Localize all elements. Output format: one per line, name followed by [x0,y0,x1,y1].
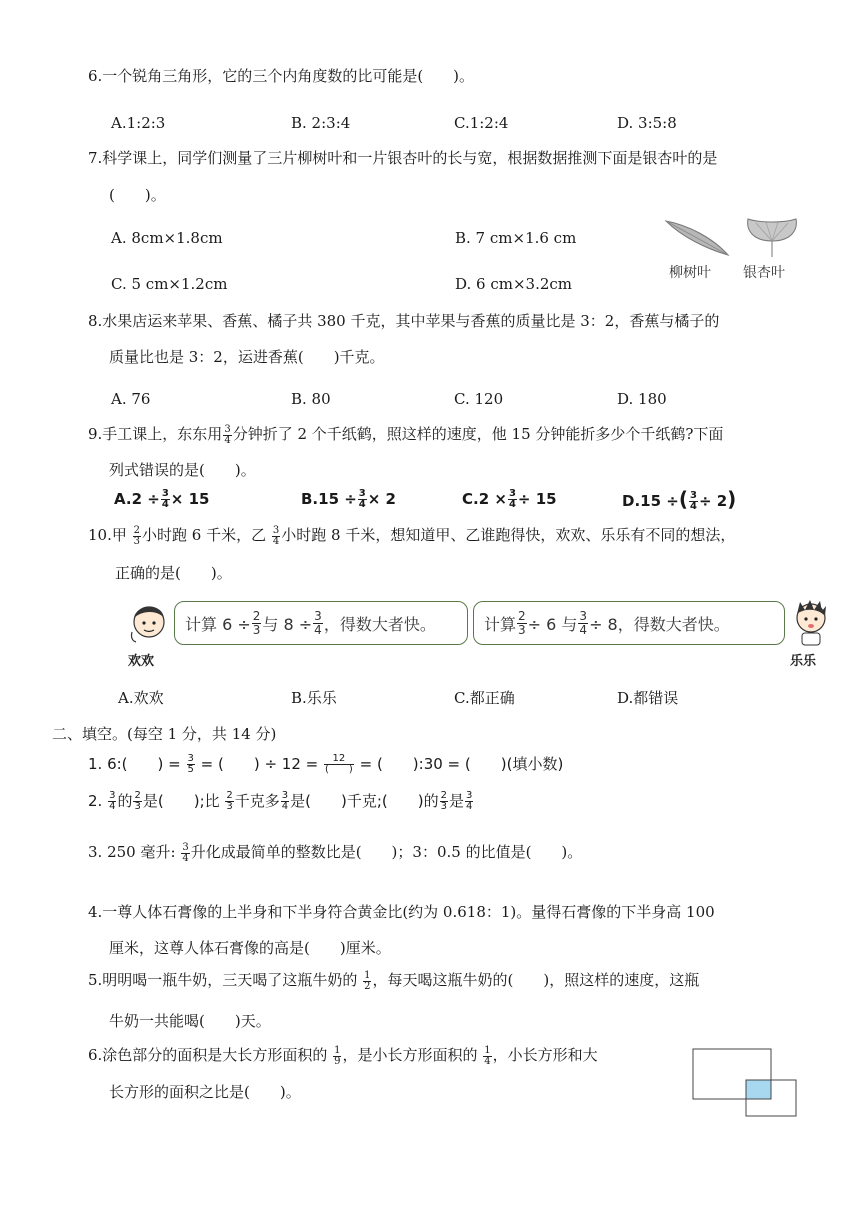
q8-option-c[interactable]: C. 120 [454,390,504,408]
fill2-line: 2. $\frac{3}{4}$ 的 $\frac{2}{3}$ 是( );比 $\frac{2}{3}$ 千克多 $\frac{3}{4}$ 是( )千克;( )的 $\frac{2}{3}$ 是 $\frac{3}{4}$ [88,790,473,812]
q7-option-c[interactable]: C. 5 cm×1.2cm [111,275,228,293]
lele-boy-icon [788,596,834,648]
q9-option-c[interactable]: C.2 × $\frac{3}{4}$ ÷ 15 [462,488,557,510]
q8-option-b[interactable]: B. 80 [291,390,331,408]
q9-option-d[interactable]: D.15 ÷( $\frac{3}{4}$ ÷ 2) [622,487,737,512]
huanhuan-label: 欢欢 [128,654,155,669]
q6-option-a[interactable]: A.1:2:3 [111,114,166,132]
q10-stem-line2: 正确的是( )。 [115,564,232,582]
q10-option-c[interactable]: C.都正确 [454,689,515,707]
q6-option-d[interactable]: D. 3:5:8 [617,114,677,132]
section2-title: 二、填空。(每空 1 分，共 14 分) [52,725,277,743]
q9-option-b[interactable]: B.15 ÷ $\frac{3}{4}$ × 2 [301,488,396,510]
fill5-line2: 牛奶一共能喝( )天。 [109,1012,271,1030]
q8-option-d[interactable]: D. 180 [617,390,667,408]
q7-stem-line1: 7.科学课上，同学们测量了三片柳树叶和一片银杏叶的长与宽，根据数据推测下面是银杏叶的是 [88,149,718,167]
q10-option-b[interactable]: B.乐乐 [291,689,337,707]
fill3-line: 3. 250 毫升: $\frac{3}{4}$ 升化成最简单的整数比是( )；3：0.5 的比值是( )。 [88,841,583,864]
fill6-line1: 6.涂色部分的面积是大长方形面积的 $\frac{1}{9}$ ，是小长方形面积的 $\frac{1}{4}$ ，小长方形和大 [88,1044,598,1067]
q7-option-d[interactable]: D. 6 cm×3.2cm [455,275,573,293]
ginkgo-leaf-image [742,215,802,259]
q7-stem-line2: ( )。 [109,186,166,204]
q10-stem-line1: 10.甲 $\frac{2}{3}$ 小时跑 6 千米，乙 $\frac{3}{4}$ 小时跑 8 千米，想知道甲、乙谁跑得快，欢欢、乐乐有不同的想法， [88,524,736,547]
q8-stem-line1: 8.水果店运来苹果、香蕉、橘子共 380 千克，其中苹果与香蕉的质量比是 3：2，香蕉与橘子的 [88,312,720,330]
fraction-three-fourths: $\frac{3}{4}$ [224,423,231,446]
huanhuan-speech-bubble: 计算 6 ÷ $\frac{2}{3}$ 与 8 ÷ $\frac{3}{4}$ ，得数大者快。 [174,601,468,645]
fill5-line1: 5.明明喝一瓶牛奶，三天喝了这瓶牛奶的 $\frac{1}{2}$ ，每天喝这瓶牛奶的( )，照这样的速度，这瓶 [88,969,700,992]
lele-speech-bubble: 计算 $\frac{2}{3}$ ÷ 6 与 $\frac{3}{4}$ ÷ 8，得数大者快。 [473,601,785,645]
q8-stem-line2: 质量比也是 3：2，运进香蕉( )千克。 [109,348,385,366]
willow-leaf-image [662,215,732,259]
q9-option-a[interactable]: A.2 ÷ $\frac{3}{4}$ × 15 [114,488,210,510]
q9-stem-line2: 列式错误的是( )。 [109,461,256,479]
q8-option-a[interactable]: A. 76 [111,390,151,408]
q6-option-c[interactable]: C.1:2:4 [454,114,509,132]
overlapping-rectangles-figure [690,1046,802,1122]
q10-option-d[interactable]: D.都错误 [617,689,679,707]
willow-leaf-label: 柳树叶 [669,265,711,281]
fill4-line2: 厘米，这尊人体石膏像的高是( )厘米。 [109,939,391,957]
fill4-line1: 4.一尊人体石膏像的上半身和下半身符合黄金比(约为 0.618：1)。量得石膏像的下半身高 100 [88,903,715,921]
fill1-line: 1. 6:( ) = $\frac{3}{5}$ = ( ) ÷ 12 = $\frac{12}{( )}$ = ( ):30 = ( )(填小数) [88,753,564,775]
ginkgo-leaf-label: 银杏叶 [743,265,785,281]
q6-stem: 6.一个锐角三角形，它的三个内角度数的比可能是( )。 [88,67,475,85]
q7-option-b[interactable]: B. 7 cm×1.6 cm [455,229,577,247]
lele-label: 乐乐 [790,654,817,669]
q7-option-a[interactable]: A. 8cm×1.8cm [111,229,223,247]
q9-stem-line1: 9.手工课上，东东用 $\frac{3}{4}$ 分钟折了 2 个千纸鹤，照这样的速度，他 15 分钟能折多少个千纸鹤?下面 [88,423,724,446]
q6-option-b[interactable]: B. 2:3:4 [291,114,351,132]
fill6-line2: 长方形的面积之比是( )。 [109,1083,301,1101]
q10-option-a[interactable]: A.欢欢 [118,689,164,707]
huanhuan-boy-icon [124,598,174,648]
